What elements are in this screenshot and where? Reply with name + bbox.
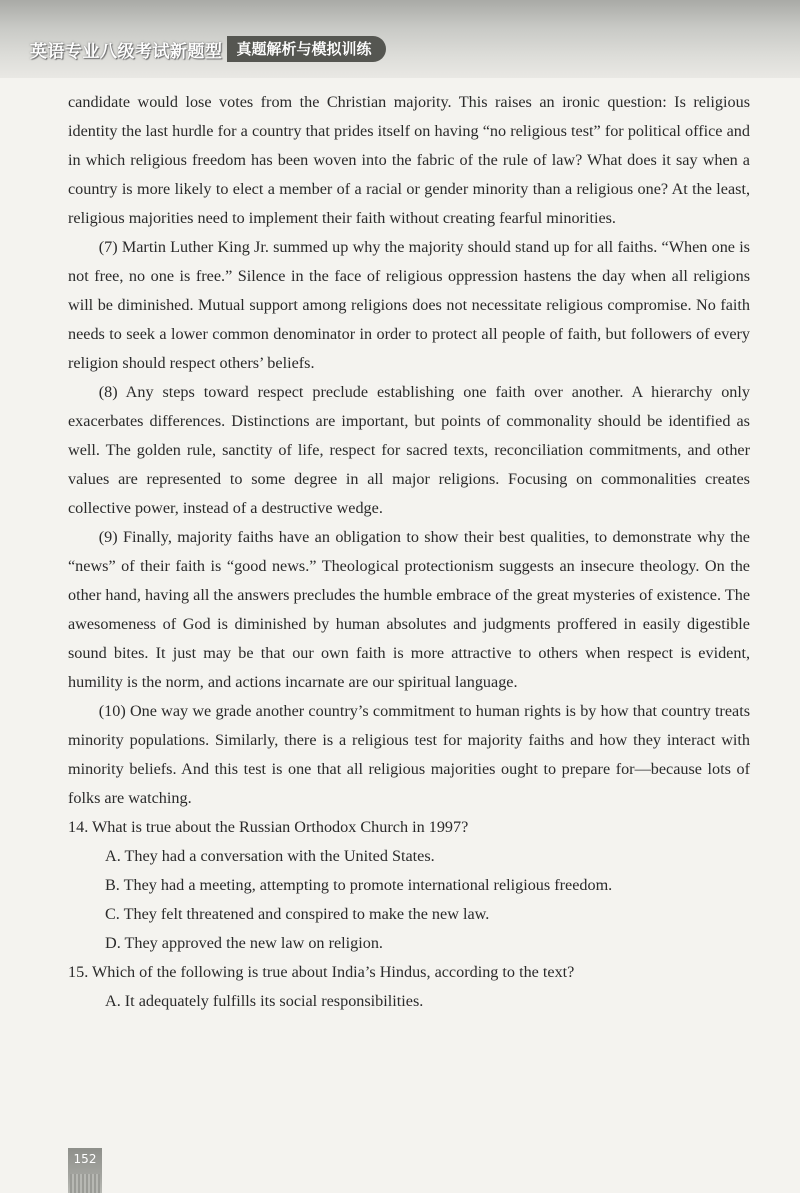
paragraph-7: (7) Martin Luther King Jr. summed up why the majority should stand up for all faiths. “When one is not free, no one is free.” Silence in the face of religious oppression hastens the day when all religions will be diminished. Mutual support among religions does not necessitate religious compromise. No faith needs to seek a lower common denominator in order to protect all people of faith, but followers of every religion should respect others’ beliefs. (68, 238, 750, 372)
page-tab-stripes (70, 1174, 100, 1193)
page-body (68, 88, 750, 1016)
paragraph-10: (10) One way we grade another country’s commitment to human rights is by how that country treats minority populations. Similarly, there is a religious test for majority faiths and how they interact with minority beliefs. And this test is one that all religious majorities ought to prepare for—because lots of folks are watching. (68, 702, 750, 807)
paragraph-9: (9) Finally, majority faiths have an obligation to show their best qualities, to demonstrate why the “news” of their faith is “good news.” Theological protectionism suggests an insecure theology. On the other hand, having all the answers precludes the humble embrace of the great mysteries of existence. The awesomeness of God is diminished by human absolutes and judgments proffered in easily digestible sound bites. It just may be that our own faith is more attractive to others when respect is evident, humility is the norm, and actions incarnate are our spiritual language. (68, 528, 750, 691)
question-15-stem: 15. Which of the following is true about India’s Hindus, according to the text? (68, 963, 575, 981)
paragraph-8: (8) Any steps toward respect preclude establishing one faith over another. A hierarchy only exacerbates differences. Distinctions are important, but points of commonality should be identified as well. The golden rule, sanctity of life, respect for sacred texts, reconciliation commitments, and other values are represented to some degree in all major religions. Focusing on commonalities creates collective power, instead of a destructive wedge. (68, 383, 750, 517)
page-number: 152 (73, 1152, 97, 1166)
question-14-option-b: B. They had a meeting, attempting to promote international religious freedom. (105, 876, 613, 894)
book-subtitle-badge: 真题解析与模拟训练 (227, 36, 386, 62)
page-number-tab (68, 1148, 102, 1193)
book-title: 英语专业八级考试新题型 (30, 41, 223, 62)
question-14-option-c: C. They felt threatened and conspired to make the new law. (105, 905, 490, 923)
question-14-option-d: D. They approved the new law on religion. (105, 934, 383, 952)
running-header (30, 36, 386, 62)
question-15-option-a: A. It adequately fulfills its social responsibilities. (105, 992, 424, 1010)
passage-continuation: candidate would lose votes from the Christian majority. This raises an ironic question: Is religious identity the last hurdle for a country that prides itself on having “no religious test” for political office and in which religious freedom has been woven into the fabric of the rule of law? What does it say when a country is more likely to elect a member of a racial or gender minority than a religious one? At the least, religious majorities need to implement their faith without creating fearful minorities. (68, 93, 750, 227)
question-14-option-a: A. They had a conversation with the United States. (105, 847, 435, 865)
question-14-stem: 14. What is true about the Russian Orthodox Church in 1997? (68, 818, 469, 836)
